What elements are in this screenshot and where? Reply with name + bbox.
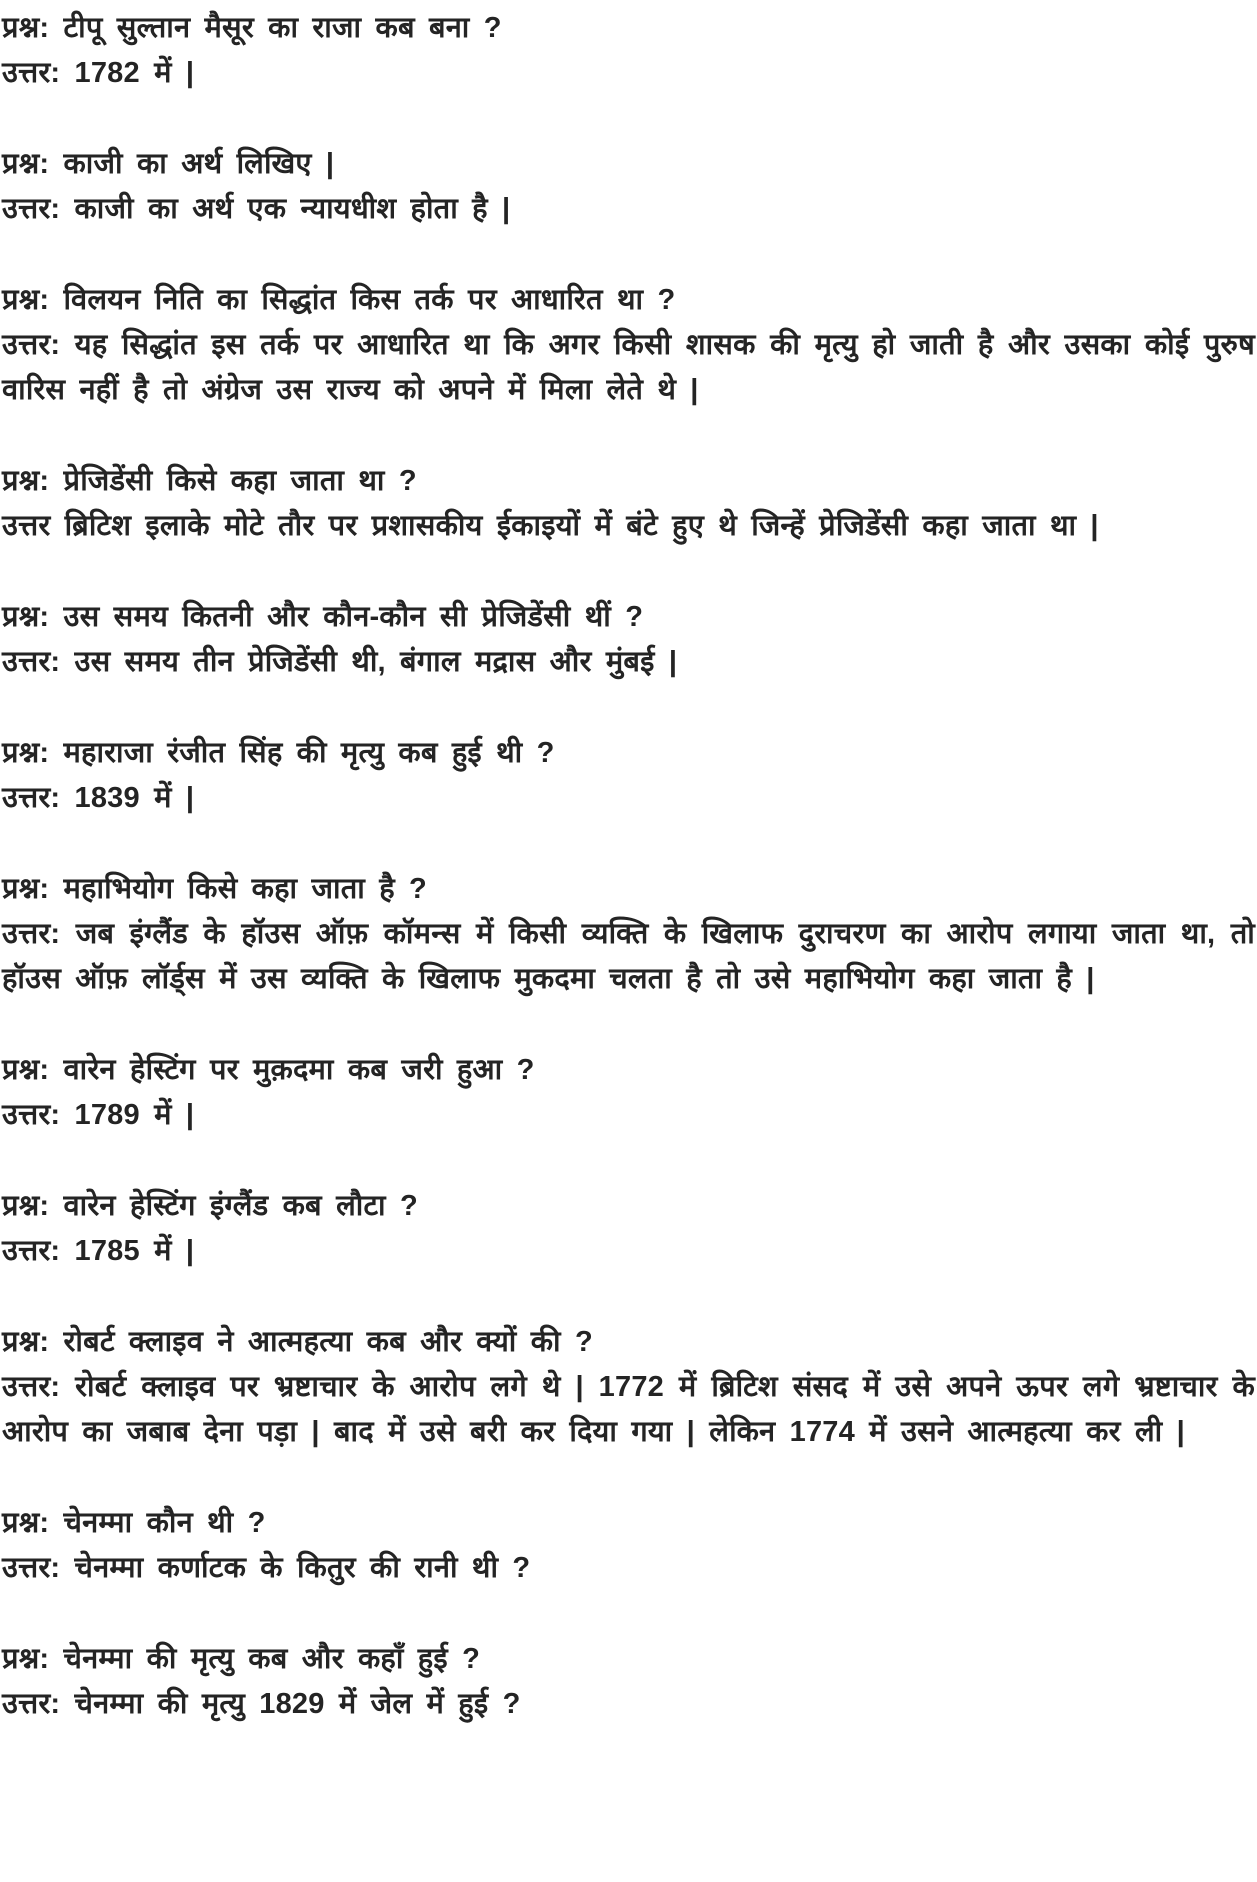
qa-list: [2, 6, 1255, 1727]
answer-text: उत्तर: 1782 में |: [2, 57, 195, 89]
answer-text: उत्तर: चेनम्मा की मृत्यु 1829 में जेल में हुई ?: [2, 1688, 521, 1720]
answer-text: उत्तर: 1789 में |: [2, 1099, 195, 1131]
answer-text: उत्तर: उस समय तीन प्रेजिडेंसी थी, बंगाल मद्रास और मुंबई |: [2, 646, 678, 678]
question-text: प्रश्न: वारेन हेस्टिंग इंग्लैंड कब लौटा ?: [2, 1190, 418, 1222]
answer-text: उत्तर: जब इंग्लैंड के हॉउस ऑफ़ कॉमन्स में किसी व्यक्ति के खिलाफ दुराचरण का आरोप लगाया जाता था, तो हॉउस ऑफ़ लॉर्ड्स में उस व्यक्ति के खिलाफ मुकदमा चलता है तो उसे महाभियोग कहा जाता है |: [2, 918, 1255, 995]
qa-block: [2, 867, 1255, 1002]
question-text: प्रश्न: चेनम्मा कौन थी ?: [2, 1507, 266, 1539]
answer-text: उत्तर: काजी का अर्थ एक न्यायधीश होता है |: [2, 193, 511, 225]
answer-text: उत्तर: चेनम्मा कर्णाटक के कितुर की रानी थी ?: [2, 1552, 531, 1584]
question-text: प्रश्न: टीपू सुल्तान मैसूर का राजा कब बना ?: [2, 12, 502, 44]
question-text: प्रश्न: उस समय कितनी और कौन-कौन सी प्रेजिडेंसी थीं ?: [2, 601, 644, 633]
qa-block: [2, 1637, 1255, 1727]
qa-block: [2, 595, 1255, 685]
question-text: प्रश्न: काजी का अर्थ लिखिए |: [2, 148, 335, 180]
answer-text: उत्तर: यह सिद्धांत इस तर्क पर आधारित था कि अगर किसी शासक की मृत्यु हो जाती है और उसका कोई पुरुष वारिस नहीं है तो अंग्रेज उस राज्य को अपने में मिला लेते थे |: [2, 329, 1255, 406]
question-text: प्रश्न: महाभियोग किसे कहा जाता है ?: [2, 873, 427, 905]
qa-block: [2, 278, 1255, 413]
answer-text: उत्तर: 1839 में |: [2, 782, 195, 814]
qa-block: [2, 6, 1255, 96]
answer-text: उत्तर: रोबर्ट क्लाइव पर भ्रष्टाचार के आरोप लगे थे | 1772 में ब्रिटिश संसद में उसे अपने ऊपर लगे भ्रष्टाचार के आरोप का जबाब देना पड़ा | बाद में उसे बरी कर दिया गया | लेकिन 1774 में उसने आत्महत्या कर ली |: [2, 1371, 1255, 1448]
answer-text: उत्तर: 1785 में |: [2, 1235, 195, 1267]
question-text: प्रश्न: चेनम्मा की मृत्यु कब और कहाँ हुई ?: [2, 1643, 481, 1675]
qa-block: [2, 1184, 1255, 1274]
question-text: प्रश्न: वारेन हेस्टिंग पर मुक़दमा कब जरी हुआ ?: [2, 1054, 535, 1086]
qa-block: [2, 1501, 1255, 1591]
qa-block: [2, 731, 1255, 821]
qa-block: [2, 459, 1255, 549]
answer-text: उत्तर ब्रिटिश इलाके मोटे तौर पर प्रशासकीय ईकाइयों में बंटे हुए थे जिन्हें प्रेजिडेंसी कहा जाता था |: [2, 510, 1099, 542]
question-text: प्रश्न: महाराजा रंजीत सिंह की मृत्यु कब हुई थी ?: [2, 737, 555, 769]
qa-block: [2, 1320, 1255, 1455]
qa-block: [2, 142, 1255, 232]
question-text: प्रश्न: रोबर्ट क्लाइव ने आत्महत्या कब और क्यों की ?: [2, 1326, 593, 1358]
qa-block: [2, 1048, 1255, 1138]
question-text: प्रश्न: विलयन निति का सिद्धांत किस तर्क पर आधारित था ?: [2, 284, 676, 316]
question-text: प्रश्न: प्रेजिडेंसी किसे कहा जाता था ?: [2, 465, 417, 497]
